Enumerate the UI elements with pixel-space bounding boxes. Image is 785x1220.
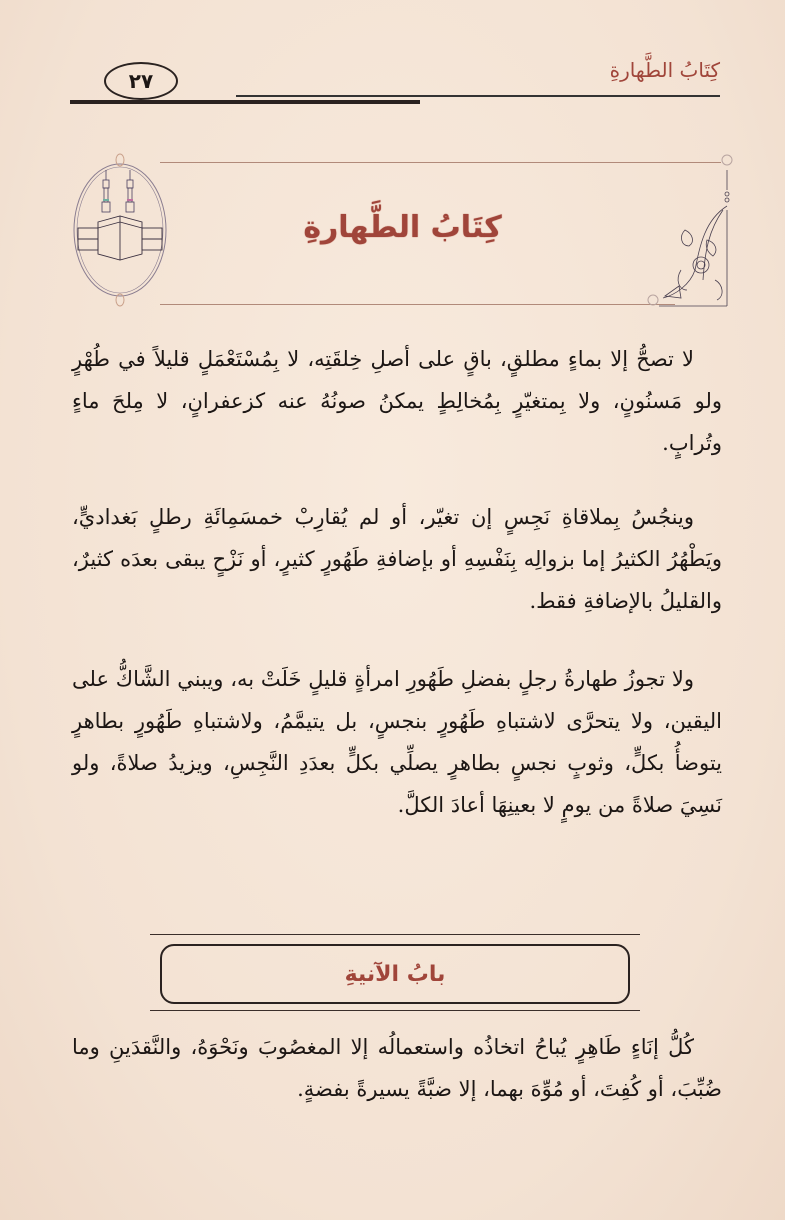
- chapter-banner: [70, 150, 735, 310]
- paragraph-text: ولا تجوزُ طهارةُ رجلٍ بفضلِ طَهُورِ امرأةٍ قليلٍ خَلَتْ به، ويبني الشَّاكُّ على اليقين، ولا يتحرَّى لاشتباهِ طَهُورٍ بنجسٍ، بل يتيمَّمُ، ولاشتباهِ طَهُورٍ بطاهرٍ يتوضأُ بكلٍّ، وثوبٍ نجسٍ بطاهرٍ يصلِّي بكلٍّ بعدَدِ النَّجِسِ، ويزيدُ صلاةً، ولو نَسِيَ صلاةً من يومٍ لا بعينِهَا أعادَ الكلَّ.: [72, 667, 722, 817]
- section-heading-box: [150, 932, 640, 1014]
- page-number: ٢٧: [104, 62, 178, 100]
- paragraph-text: وينجُسُ بِملاقاةِ نَجِسٍ إن تغيّر، أو لم يُقارِبْ خمسَمِائَةِ رطلٍ بَغداديٍّ، ويَطْهُرُ الكثيرُ إما بزوالِه بِنَفْسِهِ أو بإضافةِ طَهُورٍ كثيرٍ، أو نَزْحٍ يبقى بعدَه كثيرٌ، والقليلُ بالإضافةِ فقط.: [72, 505, 722, 613]
- section-bottom-rule: [150, 1010, 640, 1011]
- banner-bottom-rule: [160, 304, 675, 305]
- chapter-title: كِتَابُ الطَّهارةِ: [303, 210, 502, 245]
- banner-top-rule: [160, 162, 721, 163]
- body-paragraph: [72, 338, 722, 464]
- section-title: بابُ الآنيةِ: [344, 961, 446, 987]
- body-paragraph: [72, 658, 722, 826]
- paragraph-text: لا تصحُّ إلا بماءٍ مطلقٍ، باقٍ على أصلِ خِلقَتِه، لا بِمُسْتَعْمَلٍ قليلاً في طُهْرٍ ولو مَسنُونٍ، ولا بِمتغيّرٍ بِمُخالِطٍ يمكنُ صونُهُ عنه كزعفرانٍ، لا مِلحَ ماءٍ وتُرابٍ.: [72, 347, 722, 455]
- header-rule-thin: [236, 95, 720, 97]
- section-title-frame: [160, 944, 630, 1004]
- section-paragraph: [72, 1026, 722, 1110]
- section-top-rule: [150, 934, 640, 935]
- header-rule-thick: [70, 100, 420, 104]
- floral-corner-ornament-icon: [645, 150, 735, 310]
- paragraph-text: كُلُّ إنَاءٍ طَاهِرٍ يُباحُ اتخاذُه واستعمالُه إلا المغصُوبَ ونَحْوَهُ، والنَّقدَينِ وما ضُبِّبَ، أو كُفِتَ، أو مُوِّهَ بهما، إلا ضبَّةً يسيرةً بفضةٍ.: [72, 1035, 722, 1101]
- running-header-title: كِتَابُ الطَّهارةِ: [609, 58, 720, 82]
- running-header: [70, 58, 720, 108]
- body-paragraph: [72, 496, 722, 622]
